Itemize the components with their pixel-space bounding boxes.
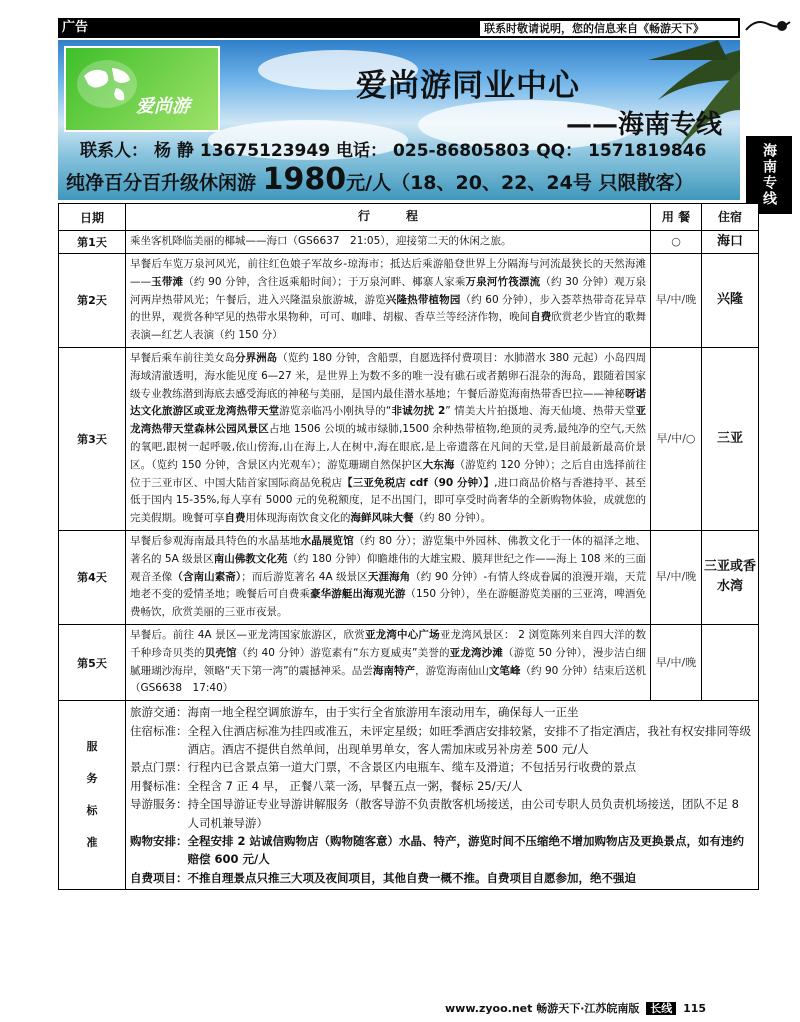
text-run: （150 分钟），坐在游艇游览美丽的三亚湾，啤酒免费畅饮，欣赏美丽的三亚市夜景。 [130, 588, 646, 619]
header-meal: 用 餐 [651, 204, 702, 231]
page-number: 115 [683, 1002, 707, 1015]
stay-location [702, 624, 759, 700]
contact-line [80, 136, 730, 161]
service-key: 景点门票： [130, 760, 188, 775]
service-item [130, 703, 754, 721]
brand-title: 爱尚游同业中心 [356, 68, 580, 104]
service-key: 导游服务： [130, 797, 188, 812]
text-run: ；而后游览著名 4A 级景区 [241, 570, 368, 583]
text-run: 用体现海南饮食文化的 [245, 512, 351, 525]
service-value: 行程内已含景点第一道大门票，不含景区内电瓶车、缆车及滑道；不包括另行收费的景点 [187, 760, 636, 775]
text-run: （约 90 分钟）结束后送机（GS6638 17:40） [130, 664, 646, 695]
stay-location: 兴隆 [702, 254, 759, 348]
table-row [59, 530, 759, 624]
service-key: 购物安排： [130, 833, 188, 848]
table-header-row [59, 204, 759, 231]
stay-location: 三亚或香水湾 [702, 530, 759, 624]
meal-info: 早/中/晚 [651, 530, 702, 624]
text-run: 早餐后。前往 4A 景区—亚龙湾国家旅游区，欣赏 [130, 628, 365, 641]
brand-subtitle: ——海南专线 [566, 110, 723, 140]
footer-site: www.zyoo.net [445, 1002, 533, 1015]
text-run: （约 180 分钟）仰瞻雄伟的大雄宝殿、膜拜世纪之作——海上 108 米的三面观音圣像 [130, 552, 646, 583]
highlight-text: 非诚勿扰 2 [391, 405, 446, 418]
table-row [59, 624, 759, 700]
service-label-char: 服 [86, 740, 98, 754]
text-run: （游览约 120 分钟）；之后自由选择前往位于三亚市区、中国大陆首家国际商品免税店 [130, 458, 647, 489]
magazine-corner-logo [742, 14, 794, 36]
text-run: （约 30 分钟）观万泉河两岸热带风光；午餐后，进入兴隆温泉旅游城，游览 [130, 275, 647, 306]
service-row [59, 701, 759, 890]
highlight-text: 贝壳馆 [204, 646, 237, 659]
page-footer [445, 1000, 740, 1016]
highlight-text: 玉带滩 [151, 275, 184, 288]
table-row [59, 347, 759, 530]
day-label: 第4天 [59, 530, 126, 624]
service-value: 全程入住酒店标准为挂四或准五，未评定星级；如旺季酒店安排较紧，安排不了指定酒店，我社有权安排同等级酒店。酒店不提供自然单间，出现单男单女，客人需加床或另补房差 500 元/人 [187, 723, 751, 756]
brand-logo [64, 46, 220, 132]
header-day: 日期 [59, 204, 126, 231]
text-run: （游览 50 分钟），漫步洁白细腻珊瑚沙海岸，领略“天下第一湾”的震撼神采。品尝 [130, 646, 647, 677]
service-key: 自费项目： [130, 870, 188, 885]
highlight-text: 文笔峰 [488, 664, 521, 677]
ad-label: 广告 [62, 20, 89, 35]
text-run: （约 90 分钟，含往返乘船时间）；于万泉河畔、椰寨人家乘 [183, 275, 466, 288]
service-item [130, 777, 754, 795]
itinerary-table [58, 203, 759, 890]
side-section-tab: 海南专线 [746, 136, 792, 214]
globe-icon [72, 56, 142, 112]
text-run: ” 情美大片拍摄地、海天仙境、热带天堂 [445, 405, 636, 418]
meal-info: 早/中/晚 [651, 624, 702, 700]
service-value: 持全国导游证专业导游讲解服务（散客导游不负责散客机场接送，由公司专职人员负责机场接送，团队不足 8 人司机兼导游） [187, 797, 739, 830]
footer-magazine: 畅游天下·江苏皖南版 [536, 1002, 640, 1015]
contact-person-label: 联系人： [80, 141, 148, 161]
day-label: 第1天 [59, 231, 126, 254]
highlight-text: 亚龙湾沙滩 [449, 646, 504, 659]
day-description [126, 530, 651, 624]
highlight-text: 万泉河竹筏漂流 [465, 275, 541, 288]
highlight-text: 海南特产 [372, 664, 416, 677]
service-label-char: 务 [86, 772, 98, 786]
stay-location: 海口 [702, 231, 759, 254]
logo-text: 爱尚游 [136, 96, 190, 117]
contact-qq-label: QQ： [536, 141, 583, 161]
text-run: （约 80 分钟）。 [413, 512, 492, 525]
text-run: （约 90 分钟）-有情人终成眷属的浪漫开端，天荒地老不变的爱情圣地；晚餐后可自费乘 [130, 570, 647, 601]
banner [58, 40, 740, 200]
service-label [59, 701, 126, 890]
text-run: 游览亲临冯小刚执导的“ [279, 405, 392, 418]
service-label-char: 准 [86, 836, 98, 850]
price-value: 1980 [262, 162, 347, 197]
highlight-text: 水晶展览馆 [300, 534, 354, 547]
service-item [130, 795, 754, 832]
service-item [130, 869, 754, 887]
highlight-text: 南山佛教文化苑 [213, 552, 288, 565]
service-content [126, 701, 759, 890]
highlight-text: 自费 [530, 311, 552, 324]
footer-section-tag: 长线 [646, 1002, 676, 1015]
meal-info: 早/中/晚 [651, 254, 702, 348]
highlight-text: 自费 [224, 512, 246, 525]
service-value: 全程含 7 正 4 早， 正餐八菜一汤，早餐五点一粥，餐标 25/天/人 [187, 778, 523, 793]
highlight-text: 【三亚免税店 cdf（90 分钟）】 [342, 476, 495, 489]
day-description [126, 624, 651, 700]
service-item [130, 722, 754, 759]
text-run: （约 40 分钟）游览素有“东方夏威夷”美誉的 [236, 646, 450, 659]
day-label: 第5天 [59, 624, 126, 700]
contact-mobile: 13675123949 [199, 141, 331, 161]
day-label: 第2天 [59, 254, 126, 348]
service-label-char: 标 [86, 804, 98, 818]
highlight-text: 海鲜风味大餐 [350, 512, 414, 525]
text-run: 欣赏老少皆宜的歌舞表演—红艺人表演（约 150 分） [130, 311, 646, 342]
service-item [130, 832, 754, 869]
stay-location: 三亚 [702, 347, 759, 530]
day-description [126, 254, 651, 348]
meal-info: 早/中/○ [651, 347, 702, 530]
service-value: 海南一地全程空调旅游车，由于实行全省旅游用车滚动用车，确保每人一正坐 [187, 705, 579, 720]
text-run: 早餐后车览万泉河风光，前往红色娘子军故乡-琼海市；抵达后乘游船登世界上分隔海与河流最狭长的天然海滩—— [130, 258, 646, 288]
table-row [59, 231, 759, 254]
text-run: （约 60 分钟），步入荟萃热带奇花异草的世界，观赏各种罕见的热带水果物种，可可、咖啡、胡椒、香草兰等经济作物，晚间 [130, 293, 646, 324]
contact-phone-label: 电话： [336, 141, 388, 161]
day-label: 第3天 [59, 347, 126, 530]
price-prefix: 纯净百分百升级休闲游 [66, 172, 257, 194]
text-run: ,进口商品价格与香港持平、甚至低于国内 15-35%,每人享有 5000 元的免税额度，足不出国门，即可享受时尚奢华的全新购物体验，成就您的完美假期。晚餐可享 [130, 476, 647, 525]
day-description [126, 347, 651, 530]
table-row [59, 254, 759, 348]
highlight-text: 亚龙湾热带天堂森林公园风景区 [130, 405, 646, 436]
highlight-text: 分界洲岛 [235, 351, 278, 364]
text-run: 亚龙湾风景区： 2 浏览陈列来自四大洋的数千种珍奇贝类的 [130, 628, 646, 659]
text-run: （览约 180 分钟，含船票，自愿选择付费项目：水肺潜水 380 元起）小岛四周海域清澈透明，海水能见度 6—27 米，是世界上为数不多的唯一没有礁石或者鹅卵石混杂的海岛，跟随着国家级专业教练潜到海底去感受海底的神秘与美丽，是国内最佳潜水基地；午餐后游览海南热带香巴拉——神秘 [130, 351, 647, 400]
highlight-text: 大东海 [422, 458, 455, 471]
contact-person: 杨 静 [154, 141, 194, 161]
service-key: 住宿标准： [130, 723, 188, 738]
text-run: 占地 1506 公顷的城市绿肺,1500 余种热带植物,绝顶的灵秀,最纯净的空气,天然的氧吧,跟树一起呼吸,依山傍海,山在海上,人在树中,海在眼底,是上帝遗落在凡间的天堂,是目前最新最高价景区。（览约 150 分钟，含景区内光观车）；游览珊瑚自然保护区 [130, 423, 647, 471]
service-value: 全程安排 2 站诚信购物店（购物随客意）水晶、特产，游览时间不压缩绝不增加购物店及更换景点，如有违约赔偿 600 元/人 [187, 833, 745, 867]
contact-qq: 1571819846 [588, 141, 707, 161]
meal-info: ○ [651, 231, 702, 254]
service-key: 旅游交通： [130, 705, 188, 720]
service-value: 不推自理景点只推三大项及夜间项目，其他自费一概不推。自费项目自愿参加，绝不强迫 [187, 870, 636, 885]
text-run: 早餐后参观海南最具特色的水晶基地 [130, 534, 301, 547]
highlight-text: 天涯海角 [367, 570, 411, 583]
highlight-text: 亚龙湾中心广场 [364, 628, 440, 641]
highlight-text: 呀诺达文化旅游区或亚龙湾热带天堂 [130, 387, 647, 418]
service-key: 用餐标准： [130, 778, 188, 793]
day-description: 乘坐客机降临美丽的椰城——海口（GS6637 21:05），迎接第二天的休闲之旅。 [126, 231, 651, 254]
price-suffix: 元/人（18、20、22、24号 只限散客） [346, 172, 694, 194]
header-notice: 联系时敬请说明，您的信息来自《畅游天下》 [480, 21, 738, 36]
price-line [66, 162, 736, 197]
header-schedule: 行 程 [126, 204, 651, 231]
highlight-text: 兴隆热带植物园 [385, 293, 461, 306]
service-item [130, 758, 754, 776]
text-run: 早餐后乘车前往美女岛 [130, 351, 236, 364]
text-run: ，游览海南仙山 [415, 664, 489, 677]
contact-phone: 025-86805803 [393, 141, 531, 161]
highlight-text: （含南山素斋） [172, 570, 242, 583]
highlight-text: 豪华游艇出海观光游 [310, 588, 406, 601]
header-stay: 住宿 [702, 204, 759, 231]
text-run: （约 80 分）；游览集中外园林、佛教文化于一体的福泽之地、著名的 5A 级景区 [130, 534, 647, 565]
